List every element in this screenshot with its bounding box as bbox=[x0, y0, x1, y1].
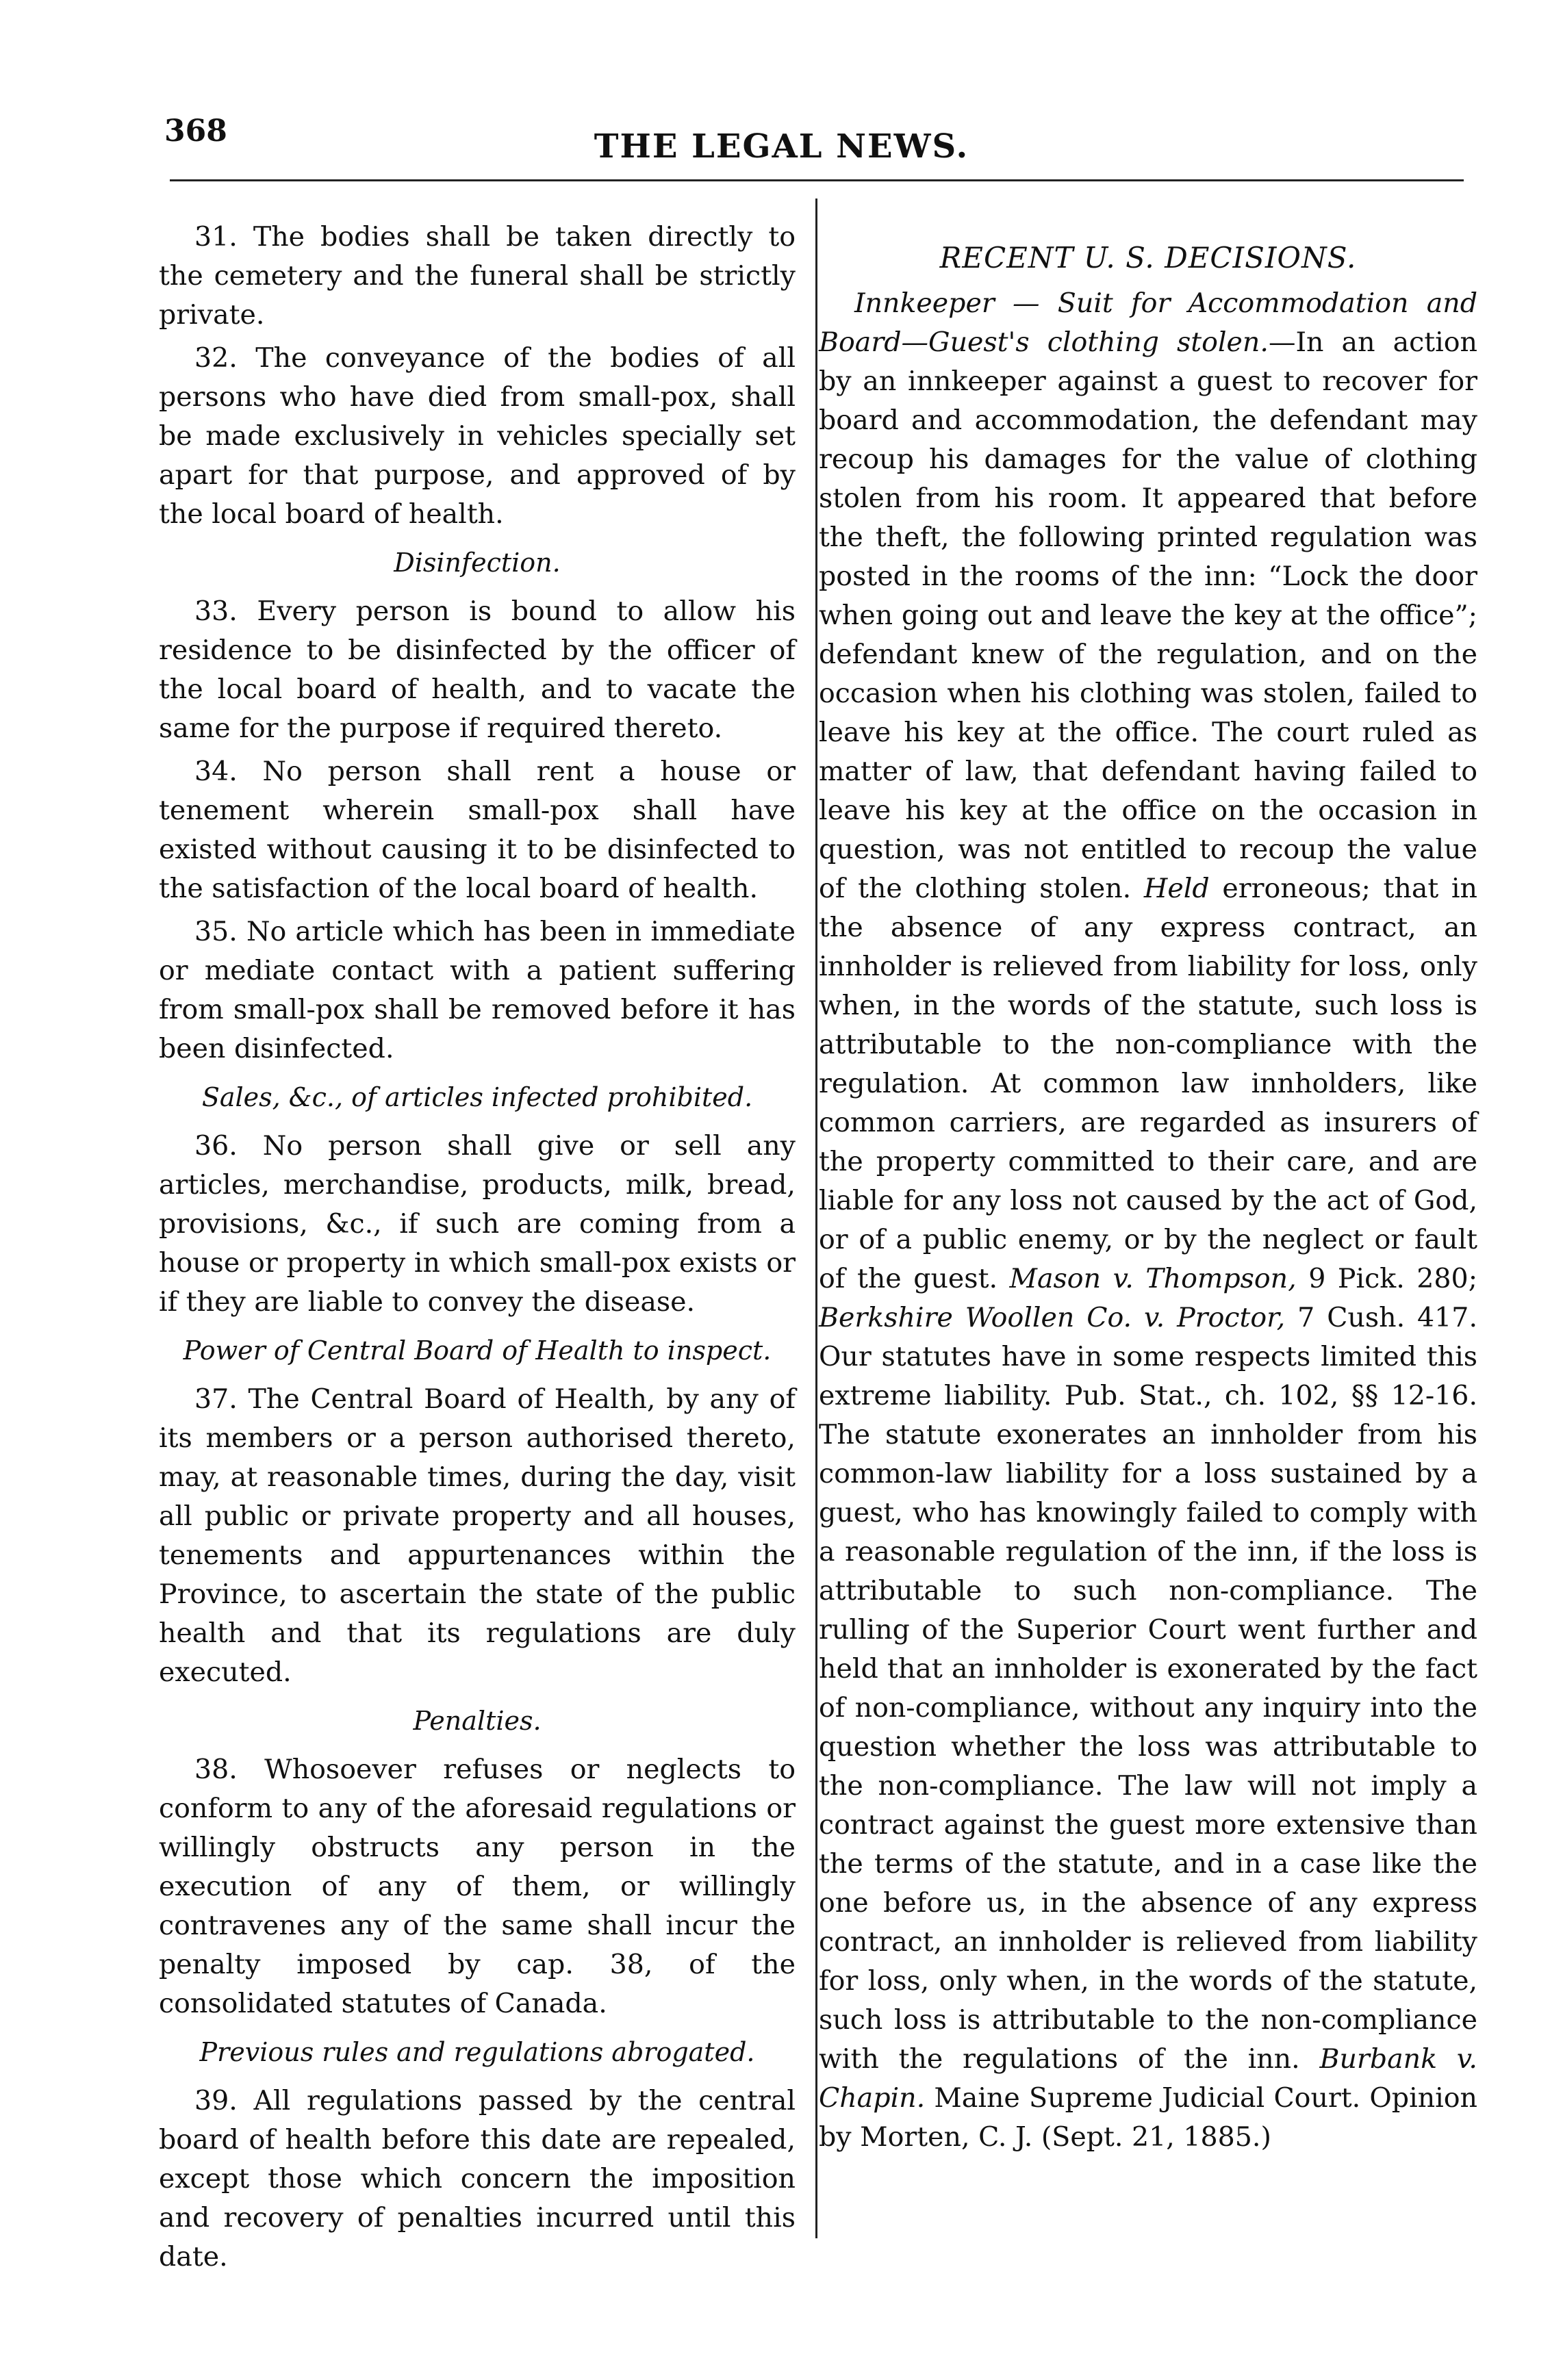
regulation-39: 39. All regulations passed by the central board of health before this date are repealed, except those which concern the imposition and recovery of penalties incurred until this date. bbox=[159, 2085, 796, 2273]
subhead-sales: Sales, &c., of articles infected prohibited. bbox=[201, 1082, 753, 1112]
regulation-37: 37. The Central Board of Health, by any of its members or a person authorised thereto, may, at reasonable times, during the day, visit all public or private property and all houses, tenements and appurtenances within the Province, to ascertain the state of the public health and that its regulations are duly executed. bbox=[159, 1383, 796, 1688]
citation-burbank: Burbank v. Chapin. bbox=[819, 2043, 1477, 2114]
citation-berkshire-ref: 7 Cush. 417. bbox=[1285, 1302, 1477, 1333]
regulation-31: 31. The bodies shall be taken directly to the cemetery and the funeral shall be strictly private. bbox=[159, 221, 796, 331]
section-title: RECENT U. S. DECISIONS. bbox=[939, 241, 1357, 274]
citation-mason: Mason v. Thompson, bbox=[1009, 1263, 1297, 1294]
decision-body-3: Our statutes have in some respects limited this extreme liability. Pub. Stat., ch. 102, §§ 12-16. The statute exonerates an innholder from his common-law liability for a loss sustained by a guest, who has knowingly failed to comply with a reasonable regulation of the inn, if the loss is attributable to such non-compliance. The rulling of the Superior Court went further and held that an innholder is exonerated by the fact of non-compliance, without any inquiry into the question whether the loss was attributable to the non-compliance. The law will not imply a contract against the guest more extensive than the terms of the statute, and in a case like the one before us, in the absence of any express contract, an innholder is relieved from liability for loss, only when, in the words of the statute, such loss is attributable to the non-compliance with the regulations of the inn. bbox=[819, 1341, 1477, 2075]
regulation-33: 33. Every person is bound to allow his residence to be disinfected by the officer of the local board of health, and to vacate the same for the purpose if required thereto. bbox=[159, 596, 796, 744]
decision-body-4: Maine Supreme Judicial Court. Opinion by Morten, C. J. (Sept. 21, 1885.) bbox=[819, 2082, 1477, 2153]
decision-body-2: erroneous; that in the absence of any express contract, an innholder is relieved from liability for loss, only when, in the words of the statute, such loss is attributable to the non-compliance with the regulation. At common law innholders, like common carriers, are regarded as insurers of the property committed to their care, and are liable for any loss not caused by the act of God, or of a public enemy, or by the neglect or fault of the guest. bbox=[819, 873, 1477, 1294]
citation-mason-ref: 9 Pick. 280; bbox=[1296, 1263, 1478, 1294]
subhead-previous: Previous rules and regulations abrogated. bbox=[199, 2037, 755, 2067]
column-rule bbox=[815, 199, 817, 2238]
decision-paragraph bbox=[819, 284, 1477, 2157]
subhead-disinfection: Disinfection. bbox=[394, 548, 561, 578]
left-column bbox=[159, 218, 796, 2281]
regulation-38: 38. Whosoever refuses or neglects to conform to any of the aforesaid regulations or willingly obstructs any person in the execution of any of them, or willingly contravenes any of the same shall incur the penalty imposed by cap. 38, of the consolidated statutes of Canada. bbox=[159, 1754, 796, 2019]
regulation-32: 32. The conveyance of the bodies of all persons who have died from small-pox, shall be made exclusively in vehicles specially set apart for that purpose, and approved of by the local board of health. bbox=[159, 342, 796, 530]
regulation-36: 36. No person shall give or sell any articles, merchandise, products, milk, bread, provisions, &c., if such are coming from a house or property in which small-pox exists or if they are liable to convey the disease. bbox=[159, 1130, 796, 1318]
decision-body-1: —In an action by an innkeeper against a guest to recover for board and accommodation, the defendant may recoup his damages for the value of clothing stolen from his room. It appeared that before the theft, the following printed regulation was posted in the rooms of the inn: “Lock the door when going out and leave the key at the office”; defendant knew of the regulation, and on the occasion when his clothing was stolen, failed to leave his key at the office. The court ruled as matter of law, that defendant having failed to leave his key at the office on the occasion in question, was not entitled to recoup the value of the clothing stolen. bbox=[819, 327, 1477, 904]
subhead-penalties: Penalties. bbox=[413, 1706, 542, 1736]
regulation-34: 34. No person shall rent a house or tenement wherein small-pox shall have existed without causing it to be disinfected to the satisfaction of the local board of health. bbox=[159, 756, 796, 904]
header-rule bbox=[170, 179, 1464, 181]
running-head: THE LEGAL NEWS. bbox=[594, 127, 969, 166]
held-word: Held bbox=[1143, 873, 1210, 904]
page-number: 368 bbox=[164, 114, 227, 149]
regulation-35: 35. No article which has been in immediate or mediate contact with a patient suffering from small-pox shall be removed before it has been disinfected. bbox=[159, 916, 796, 1064]
citation-berkshire: Berkshire Woollen Co. v. Proctor, bbox=[819, 1302, 1286, 1333]
right-column bbox=[819, 238, 1477, 2157]
subhead-power: Power of Central Board of Health to inspect. bbox=[183, 1335, 772, 1366]
decision-lead: Innkeeper — Suit for Accommodation and Board—Guest's clothing stolen. bbox=[819, 287, 1477, 358]
